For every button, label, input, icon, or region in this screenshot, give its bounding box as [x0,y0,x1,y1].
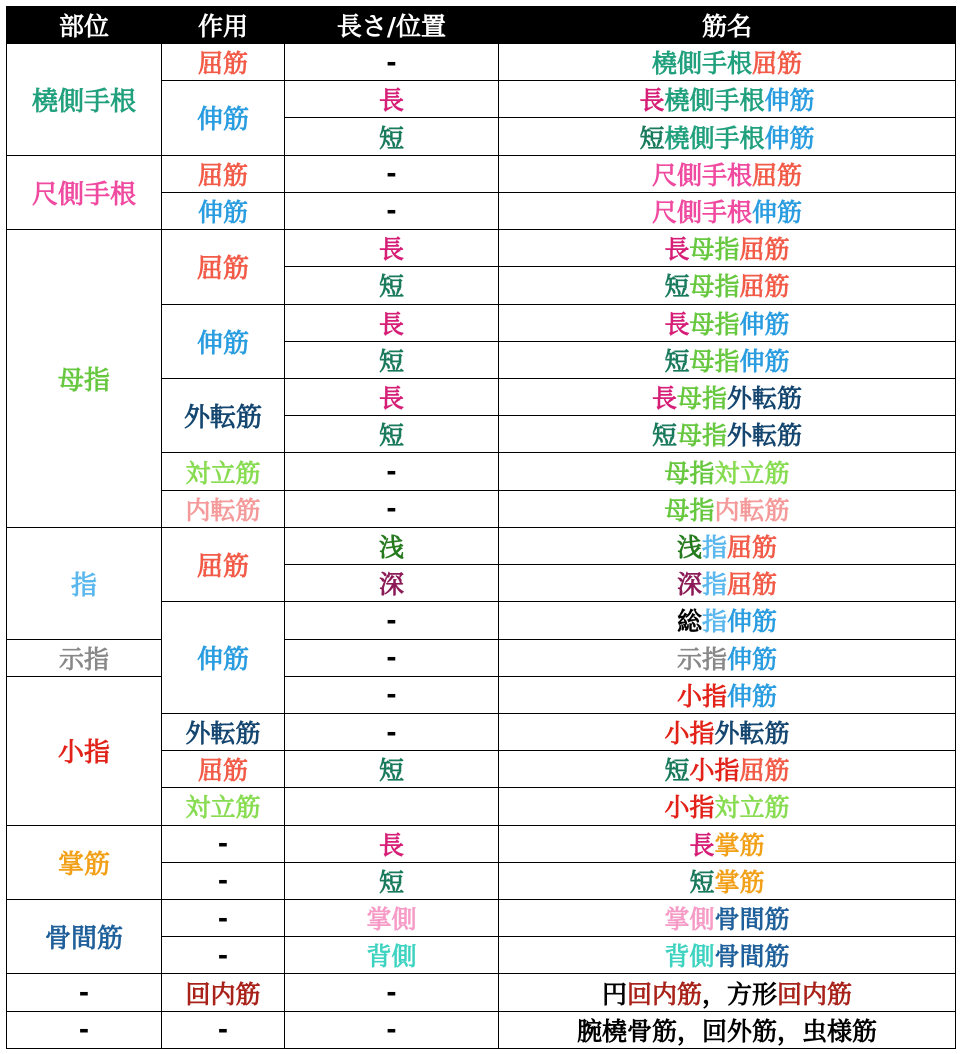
muscle-name-cell [499,44,956,81]
muscle-table [6,6,956,1049]
muscle-name-segment: 伸筋 [727,681,778,711]
muscle-name-segment: 屈筋 [752,49,803,79]
muscle-name-segment: 屈筋 [739,756,790,786]
muscle-name-cell [499,81,956,118]
header-part: 部位 [7,7,162,44]
table-row [7,527,956,564]
muscle-name-cell [499,155,956,192]
muscle-name-segment: 母指 [676,421,727,451]
muscle-name-cell [499,862,956,899]
muscle-name-segment: 短 [639,123,665,153]
muscle-name-cell [499,490,956,527]
part-cell: - [7,974,162,1011]
muscle-name-segment: 長 [664,309,690,339]
length-position-cell: - [285,639,499,676]
muscle-name-segment: 短 [664,346,690,376]
header-muscle-name: 筋名 [499,7,956,44]
muscle-name-segment: 掌筋 [714,867,765,897]
action-cell: 内転筋 [162,490,285,527]
length-position-cell: - [285,490,499,527]
muscle-name-segment: 骨間筋 [714,942,790,972]
muscle-name-segment: 小指 [689,756,740,786]
muscle-name-cell [499,602,956,639]
part-cell: - [7,1011,162,1048]
muscle-name-segment: 長 [651,384,677,414]
muscle-name-segment: 尺側手根 [651,197,752,227]
muscle-name-cell [499,825,956,862]
part-cell: 掌筋 [7,825,162,899]
length-position-cell: - [285,44,499,81]
length-position-cell: - [285,676,499,713]
muscle-name-segment: 母指 [689,235,740,265]
muscle-name-cell [499,676,956,713]
muscle-name-segment: 背側 [664,942,715,972]
muscle-name-segment: 浅 [676,532,702,562]
action-cell: 屈筋 [162,44,285,81]
length-position-cell: 長 [285,378,499,415]
length-position-cell: 長 [285,304,499,341]
part-cell: 指 [7,527,162,639]
muscle-name-cell [499,118,956,155]
muscle-name-segment: 伸筋 [752,197,803,227]
muscle-name-cell [499,230,956,267]
muscle-name-cell [499,565,956,602]
muscle-name-segment: 長 [664,235,690,265]
length-position-cell: 長 [285,81,499,118]
muscle-name-segment: 長 [689,830,715,860]
muscle-name-cell [499,751,956,788]
muscle-name-segment: 骨間筋 [714,905,790,935]
muscle-name-segment: 短 [664,272,690,302]
muscle-name-segment: 橈側手根 [651,49,752,79]
action-cell: 伸筋 [162,602,285,714]
muscle-name-segment: 指 [701,532,727,562]
muscle-name-cell [499,639,956,676]
table-body [7,44,956,1049]
muscle-name-segment: 伸筋 [727,607,778,637]
muscle-name-segment: 指 [701,607,727,637]
table-row [7,44,956,81]
action-cell: - [162,900,285,937]
muscle-name-cell [499,1011,956,1048]
muscle-name-segment: 長 [639,86,665,116]
length-position-cell: 掌側 [285,900,499,937]
action-cell: 対立筋 [162,453,285,490]
header-action: 作用 [162,7,285,44]
length-position-cell: 短 [285,267,499,304]
muscle-name-segment: 伸筋 [739,346,790,376]
length-position-cell: 背側 [285,937,499,974]
muscle-name-segment: 外転筋 [727,421,803,451]
muscle-name-segment: 短 [664,756,690,786]
header-length-position: 長さ/位置 [285,7,499,44]
muscle-name-segment: 回内筋 [626,979,702,1009]
muscle-name-segment: 橈側手根 [664,86,765,116]
muscle-name-cell [499,713,956,750]
length-position-cell: 短 [285,862,499,899]
action-cell: 屈筋 [162,230,285,304]
action-cell: 外転筋 [162,713,285,750]
muscle-name-cell [499,453,956,490]
muscle-name-segment: 小指 [664,719,715,749]
muscle-name-segment: 屈筋 [727,532,778,562]
part-cell: 小指 [7,676,162,825]
muscle-name-segment: 指 [701,570,727,600]
muscle-name-segment: 小指 [676,681,727,711]
length-position-cell: 長 [285,230,499,267]
length-position-cell: - [285,974,499,1011]
muscle-name-segment: 尺側手根 [651,160,752,190]
table-row [7,230,956,267]
action-cell: - [162,937,285,974]
part-cell: 橈側手根 [7,44,162,156]
muscle-name-segment: 深 [676,570,702,600]
action-cell: 対立筋 [162,788,285,825]
muscle-name-cell [499,267,956,304]
action-cell: 回内筋 [162,974,285,1011]
muscle-name-segment: 母指 [664,495,715,525]
table-row [7,676,956,713]
muscle-name-segment: 屈筋 [739,272,790,302]
muscle-name-segment: 橈側手根 [664,123,765,153]
action-cell: 屈筋 [162,751,285,788]
muscle-name-cell [499,416,956,453]
muscle-name-cell [499,788,956,825]
muscle-name-segment: 対立筋 [714,793,790,823]
muscle-name-segment: 小指 [664,793,715,823]
muscle-name-cell [499,900,956,937]
muscle-name-segment: 掌筋 [714,830,765,860]
action-cell: 屈筋 [162,527,285,601]
action-cell: 屈筋 [162,155,285,192]
action-cell: 伸筋 [162,81,285,155]
action-cell: - [162,1011,285,1048]
table-row [7,825,956,862]
length-position-cell: - [285,713,499,750]
action-cell: 外転筋 [162,378,285,452]
part-cell: 母指 [7,230,162,528]
muscle-name-segment: 母指 [664,458,715,488]
muscle-name-segment: 対立筋 [714,458,790,488]
muscle-name-cell [499,937,956,974]
muscle-name-segment: 内転筋 [714,495,790,525]
muscle-name-segment: 掌側 [664,905,715,935]
muscle-name-cell [499,974,956,1011]
length-position-cell: - [285,453,499,490]
part-cell: 尺側手根 [7,155,162,229]
muscle-name-segment: 短 [689,867,715,897]
muscle-name-segment: 円 [601,979,627,1009]
muscle-name-cell [499,378,956,415]
muscle-name-segment: 屈筋 [727,570,778,600]
muscle-name-segment: 回内筋 [777,979,853,1009]
muscle-name-segment: 外転筋 [714,719,790,749]
table-row [7,1011,956,1048]
header-row [7,7,956,44]
table-row [7,974,956,1011]
length-position-cell: - [285,155,499,192]
length-position-cell: 短 [285,416,499,453]
muscle-name-segment: 外転筋 [727,384,803,414]
muscle-name-segment: 総 [676,607,702,637]
length-position-cell: 短 [285,118,499,155]
part-cell: 骨間筋 [7,900,162,974]
muscle-name-segment: 母指 [689,346,740,376]
length-position-cell: - [285,602,499,639]
action-cell: 伸筋 [162,192,285,229]
action-cell: - [162,825,285,862]
muscle-name-segment: 伸筋 [727,644,778,674]
length-position-cell: 短 [285,341,499,378]
length-position-cell: 深 [285,565,499,602]
muscle-name-segment: 短 [651,421,677,451]
length-position-cell: 浅 [285,527,499,564]
muscle-name-segment: 屈筋 [739,235,790,265]
muscle-name-cell [499,527,956,564]
muscle-name-segment: 母指 [676,384,727,414]
muscle-name-segment: 母指 [689,309,740,339]
muscle-name-segment: 屈筋 [752,160,803,190]
table-row [7,639,956,676]
muscle-name-cell [499,192,956,229]
length-position-cell: 短 [285,751,499,788]
muscle-name-segment: 母指 [689,272,740,302]
muscle-name-segment: 伸筋 [739,309,790,339]
action-cell: - [162,862,285,899]
length-position-cell: - [285,192,499,229]
length-position-cell [285,788,499,825]
muscle-name-segment: ，方形 [702,979,778,1009]
length-position-cell: - [285,1011,499,1048]
table-row [7,900,956,937]
length-position-cell: 長 [285,825,499,862]
muscle-name-segment: 示指 [676,644,727,674]
muscle-name-cell [499,304,956,341]
muscle-name-cell [499,341,956,378]
table-row [7,155,956,192]
muscle-name-segment: 伸筋 [764,123,815,153]
action-cell: 伸筋 [162,304,285,378]
muscle-name-segment: 伸筋 [764,86,815,116]
muscle-name-segment: 腕橈骨筋，回外筋，虫様筋 [576,1016,877,1046]
part-cell: 示指 [7,639,162,676]
